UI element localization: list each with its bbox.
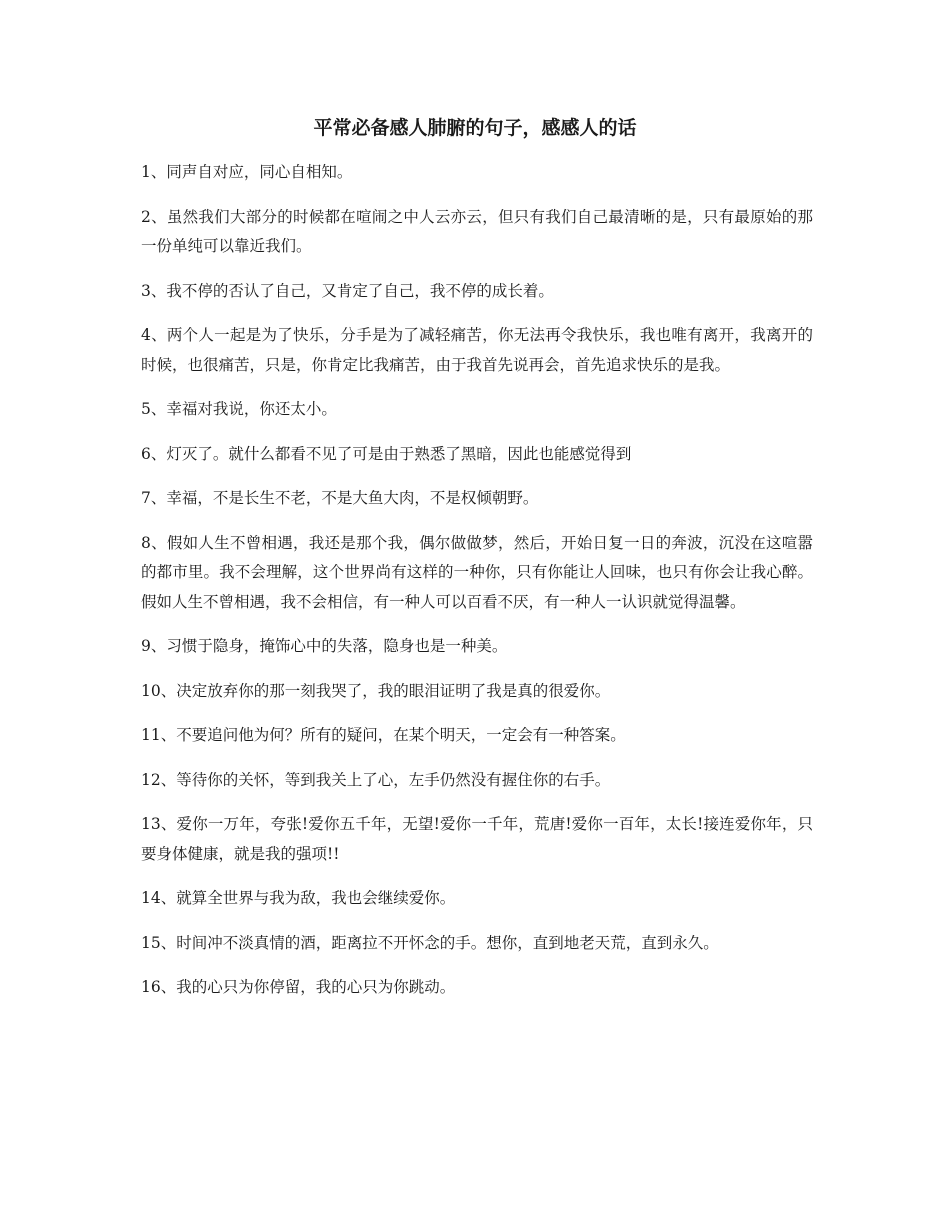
paragraph-3: 3、我不停的否认了自己，又肯定了自己，我不停的成长着。 bbox=[141, 281, 554, 300]
paragraph-16: 16、我的心只为你停留，我的心只为你跳动。 bbox=[141, 978, 456, 996]
page-title: 平常必备感人肺腑的句子，感感人的话 bbox=[313, 117, 637, 139]
paragraph-14: 14、就算全世界与我为敌，我也会继续爱你。 bbox=[141, 889, 456, 907]
paragraph-7: 7、幸福，不是长生不老，不是大鱼大肉，不是权倾朝野。 bbox=[141, 489, 539, 507]
paragraph-2: 2、虽然我们大部分的时候都在喧闹之中人云亦云，但只有我们自己最清晰的是，只有最原始的那一份单纯可以靠近我们。 bbox=[141, 207, 813, 255]
paragraph-5: 5、幸福对我说，你还太小。 bbox=[141, 400, 337, 418]
paragraph-9: 9、习惯于隐身，掩饰心中的失落，隐身也是一种美。 bbox=[141, 637, 508, 655]
paragraph-10: 10、决定放弃你的那一刻我哭了，我的眼泪证明了我是真的很爱你。 bbox=[141, 681, 611, 700]
paragraph-13: 13、爱你一万年，夸张!爱你五千年，无望!爱你一千年，荒唐!爱你一百年，太长!接连爱你年，只要身体健康，就是我的强项!! bbox=[141, 815, 813, 863]
paragraph-8: 8、假如人生不曾相遇，我还是那个我，偶尔做做梦，然后，开始日复一日的奔波，沉没在这喧嚣的都市里。我不会理解，这个世界尚有这样的一种你，只有你能让人回味，也只有你会让我心醉。假如人生不曾相遇，我不会相信，有一种人可以百看不厌，有一种人一认识就觉得温馨。 bbox=[141, 533, 813, 611]
paragraph-4: 4、两个人一起是为了快乐，分手是为了减轻痛苦，你无法再令我快乐，我也唯有离开，我离开的时候，也很痛苦，只是，你肯定比我痛苦，由于我首先说再会，首先追求快乐的是我。 bbox=[141, 326, 813, 374]
paragraph-6: 6、灯灭了。就什么都看不见了可是由于熟悉了黑暗，因此也能感觉得到 bbox=[141, 444, 632, 463]
document-body bbox=[141, 158, 813, 1018]
paragraph-12: 12、等待你的关怀，等到我关上了心，左手仍然没有握住你的右手。 bbox=[141, 770, 611, 789]
paragraph-15: 15、时间冲不淡真情的酒，距离拉不开怀念的手。想你，直到地老天荒，直到永久。 bbox=[141, 933, 719, 952]
paragraph-11: 11、不要追问他为何？所有的疑问，在某个明天，一定会有一种答案。 bbox=[141, 726, 626, 744]
paragraph-1: 1、同声自对应，同心自相知。 bbox=[141, 163, 353, 181]
